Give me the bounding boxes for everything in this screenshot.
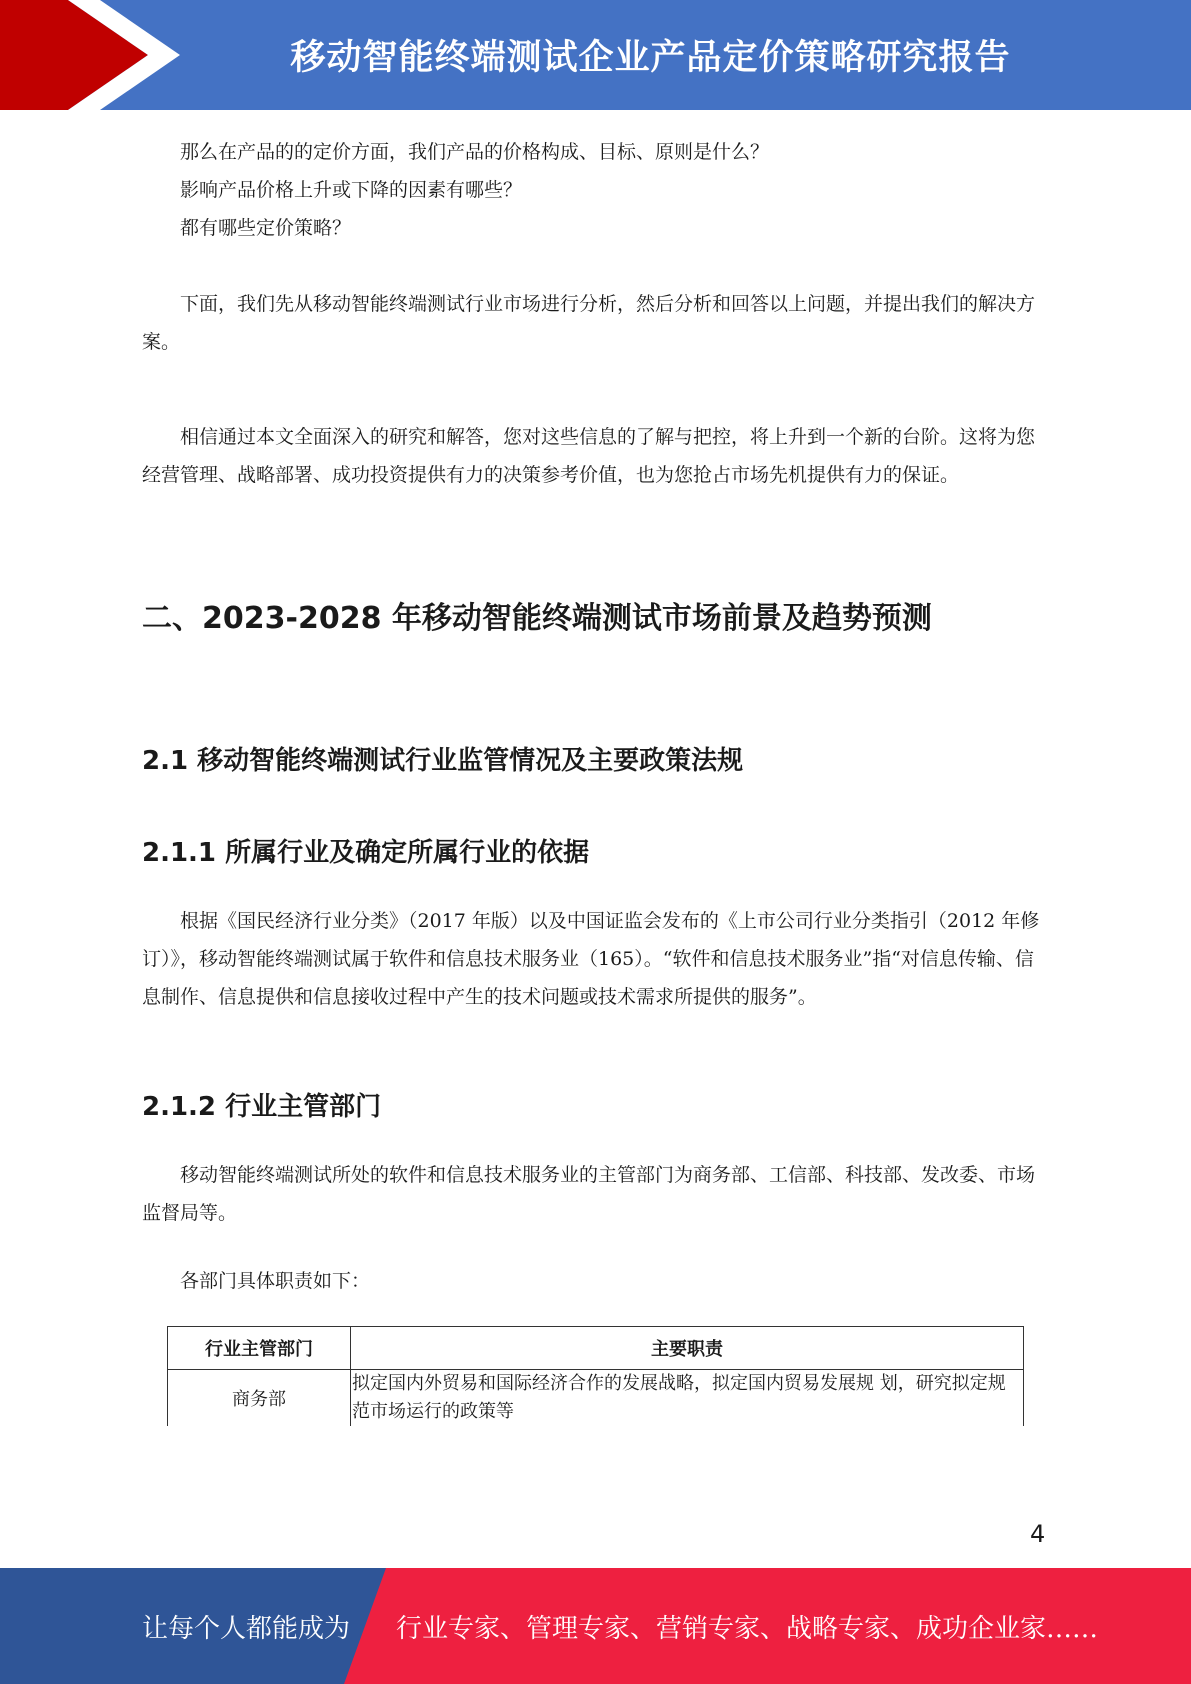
report-title: 移动智能终端测试企业产品定价策略研究报告 bbox=[290, 38, 1011, 78]
intro-question-1: 那么在产品的的定价方面，我们产品的价格构成、目标、原则是什么？ bbox=[180, 141, 770, 163]
table-row bbox=[168, 1370, 1024, 1427]
intro-question-2: 影响产品价格上升或下降的因素有哪些？ bbox=[180, 179, 523, 201]
footer-slogan-left: 让每个人都能成为 bbox=[142, 1613, 351, 1644]
section-2-1-heading: 2.1 移动智能终端测试行业监管情况及主要政策法规 bbox=[142, 746, 744, 776]
section-2-1-2-lead: 各部门具体职责如下： bbox=[180, 1270, 371, 1292]
footer-slogan-right: 行业专家、管理专家、营销专家、战略专家、成功企业家…… bbox=[396, 1613, 1099, 1644]
intro-paragraph-1: 下面，我们先从移动智能终端测试行业市场进行分析，然后分析和回答以上问题，并提出我们的解决方案。 bbox=[142, 293, 1036, 353]
section-2-1-1-heading: 2.1.1 所属行业及确定所属行业的依据 bbox=[142, 838, 590, 868]
page-footer bbox=[0, 1568, 1191, 1684]
section-2-1-1-paragraph: 根据《国民经济行业分类》（2017 年版）以及中国证监会发布的《上市公司行业分类指引（2012 年修订）》，移动智能终端测试属于软件和信息技术服务业（165）。“软件和信息技术服务业”指“对信息传输、信息制作、信息提供和信息接收过程中产生的技术问题或技术需求所提供的服务”。 bbox=[142, 910, 1040, 1008]
table-cell-duties: 拟定国内外贸易和国际经济合作的发展战略，拟定国内贸易发展规 划，研究拟定规范市场运行的政策等 bbox=[351, 1370, 1024, 1427]
section-2-heading: 二、2023-2028 年移动智能终端测试市场前景及趋势预测 bbox=[142, 601, 932, 636]
page-number: 4 bbox=[1030, 1520, 1046, 1548]
section-2-1-2-paragraph: 移动智能终端测试所处的软件和信息技术服务业的主管部门为商务部、工信部、科技部、发改委、市场监督局等。 bbox=[142, 1164, 1036, 1224]
table-cell-department: 商务部 bbox=[168, 1370, 351, 1427]
table-header-department: 行业主管部门 bbox=[168, 1327, 351, 1370]
intro-question-3: 都有哪些定价策略？ bbox=[180, 217, 352, 239]
table-header-duties: 主要职责 bbox=[351, 1327, 1024, 1370]
section-2-1-2-heading: 2.1.2 行业主管部门 bbox=[142, 1092, 382, 1122]
intro-paragraph-2: 相信通过本文全面深入的研究和解答，您对这些信息的了解与把控，将上升到一个新的台阶。这将为您经营管理、战略部署、成功投资提供有力的决策参考价值，也为您抢占市场先机提供有力的保证。 bbox=[142, 426, 1036, 486]
table-header-row bbox=[168, 1327, 1024, 1370]
page-header bbox=[0, 0, 1191, 110]
department-duties-table bbox=[167, 1326, 1024, 1426]
